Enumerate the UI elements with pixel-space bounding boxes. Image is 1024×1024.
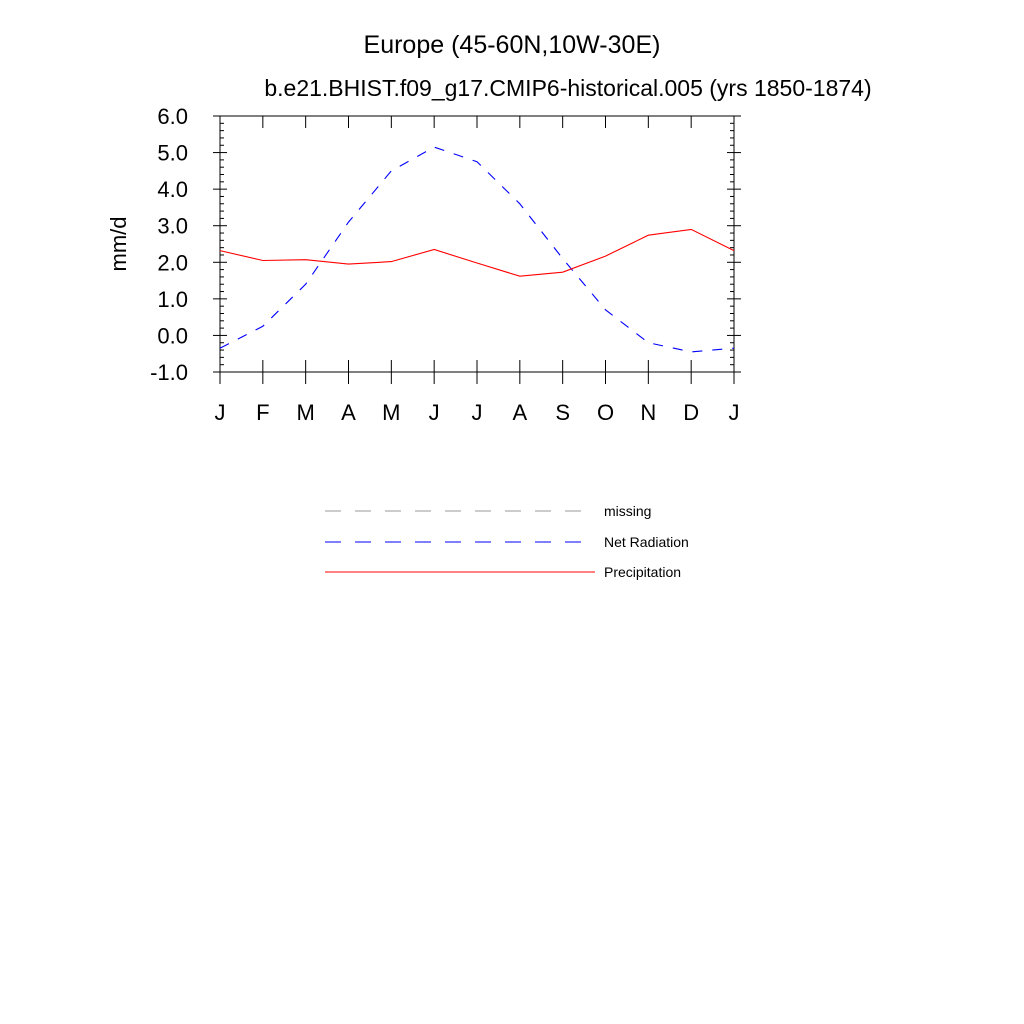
chart-title: Europe (45-60N,10W-30E)	[363, 31, 661, 59]
y-tick-label: 6.0	[157, 104, 188, 129]
series-line-precipitation	[220, 229, 734, 276]
y-tick-label: 2.0	[157, 250, 188, 276]
y-tick-label: -1.0	[150, 360, 188, 385]
plot-frame	[220, 116, 734, 372]
y-axis-label: mm/d	[106, 216, 131, 272]
legend-label-missing: missing	[604, 503, 652, 519]
x-tick-label: A	[512, 400, 528, 425]
x-tick-label: N	[640, 400, 657, 425]
y-tick-label: 3.0	[157, 213, 188, 239]
x-tick-label: A	[341, 400, 356, 425]
x-tick-label: O	[596, 400, 615, 425]
x-tick-label: J	[471, 400, 483, 425]
y-tick-label: 4.0	[157, 177, 188, 203]
y-tick-label: 1.0	[157, 286, 188, 312]
x-tick-label: M	[382, 400, 401, 425]
x-tick-label: J	[728, 400, 740, 425]
x-tick-label: M	[296, 400, 315, 425]
x-tick-label: D	[683, 400, 700, 425]
x-tick-label: F	[256, 400, 270, 425]
x-tick-label: S	[555, 400, 571, 425]
plot-area	[150, 104, 741, 425]
series-line-net-radiation	[220, 147, 734, 352]
legend-label-precipitation: Precipitation	[604, 564, 682, 580]
chart-subtitle: b.e21.BHIST.f09_g17.CMIP6-historical.005 (yrs 1850-1874)	[264, 75, 872, 101]
y-tick-label: 0.0	[157, 323, 188, 349]
y-tick-label: 5.0	[157, 140, 188, 166]
legend	[325, 503, 689, 580]
x-tick-label: J	[214, 400, 226, 425]
x-tick-label: J	[428, 400, 440, 425]
legend-label-net-radiation: Net Radiation	[604, 534, 689, 550]
